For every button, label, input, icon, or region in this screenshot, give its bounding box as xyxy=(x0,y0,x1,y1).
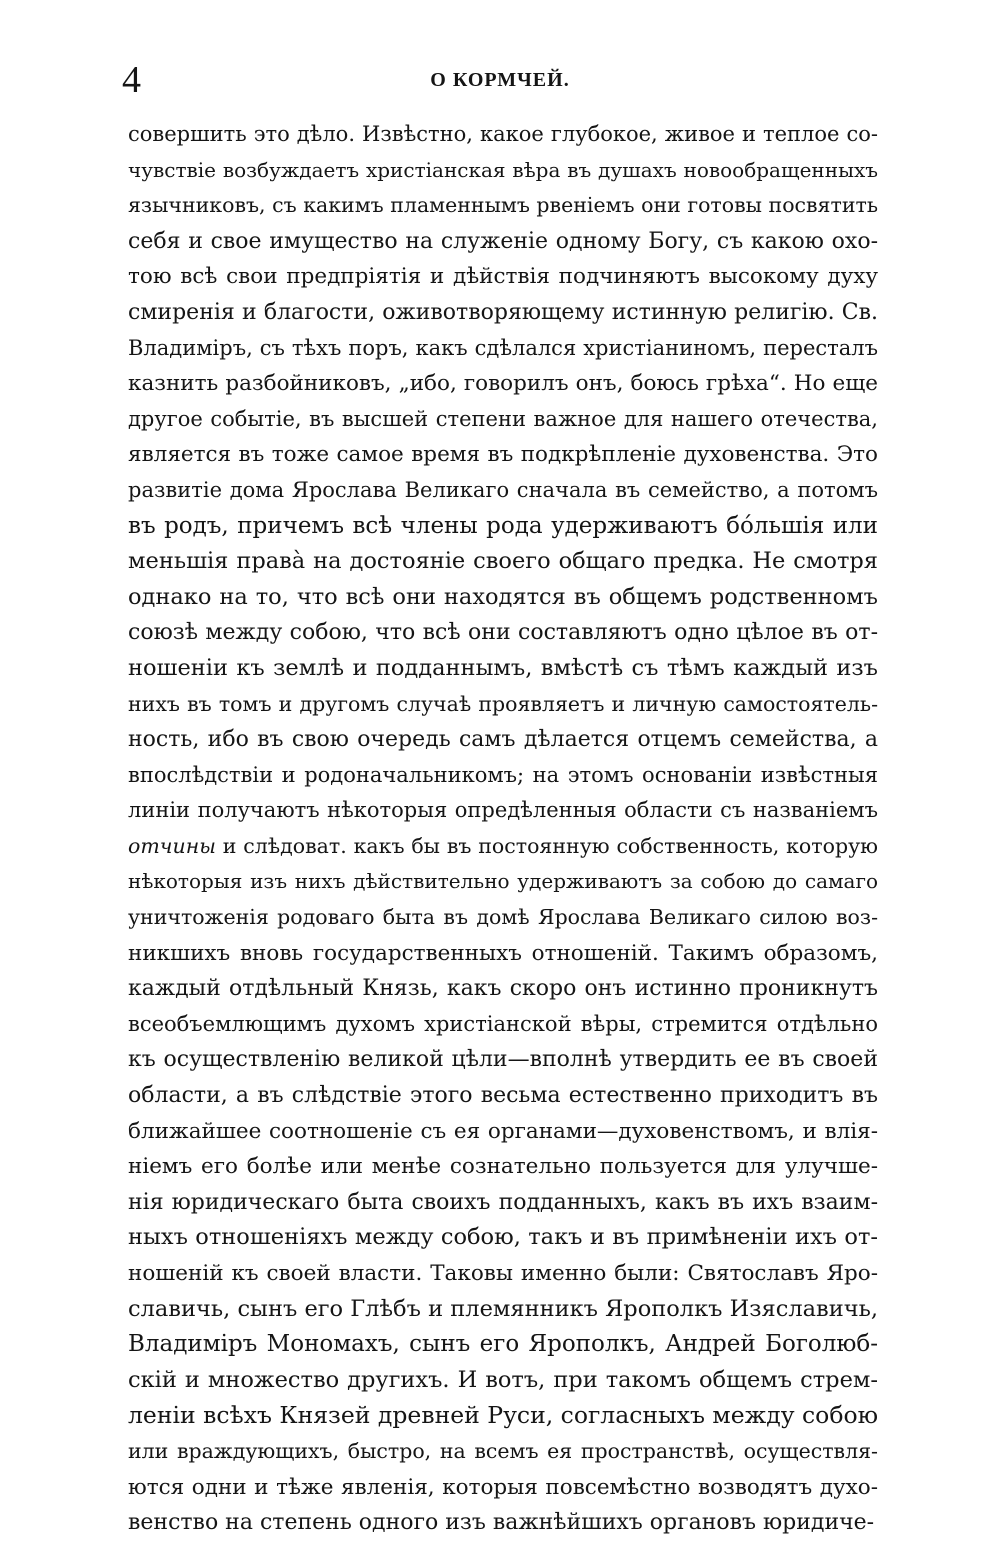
text-line-with-italic xyxy=(128,829,878,865)
text-line: линіи получаютъ нѣкоторыя опредѣленныя области съ названіемъ xyxy=(128,798,878,823)
text-line: язычниковъ, съ какимъ пламеннымъ рвеніемъ они готовы посвятить xyxy=(128,193,878,218)
text-line: славичь, сынъ его Глѣбъ и племянникъ Ярополкъ Изяславичь, xyxy=(128,1295,878,1322)
text-line: леніи всѣхъ Князей древней Руси, согласныхъ между собою xyxy=(128,1401,879,1430)
text-line: является въ тоже самое время въ подкрѣпленіе духовенства. Это xyxy=(128,442,878,468)
text-line: уничтоженія родоваго быта въ домѣ Ярослава Великаго силою воз- xyxy=(128,905,878,930)
text-line: развитіе дома Ярослава Великаго сначала въ семейство, а потомъ xyxy=(128,477,878,502)
page-header xyxy=(122,60,878,100)
text-line: казнить разбойниковъ, „ибо, говорилъ онъ, боюсь грѣха“. Но еще xyxy=(128,371,878,397)
body-text xyxy=(128,117,878,1541)
page-number: 4 xyxy=(122,59,141,101)
text-line: ношеній къ своей власти. Таковы именно были: Святославъ Яро- xyxy=(128,1261,878,1286)
text-line: всеобъемлющимъ духомъ христіанской вѣры, стремится отдѣльно xyxy=(128,1011,878,1036)
text-line: тою всѣ свои предпріятія и дѣйствія подчиняютъ высокому духу xyxy=(128,264,878,290)
text-line: смиренія и благости, оживотворяющему истинную религію. Св. xyxy=(128,299,878,325)
text-line: ближайшее соотношеніе съ ея органами—духовенствомъ, и влія- xyxy=(128,1118,878,1144)
text-line: чувствіе возбуждаетъ христіанская вѣра въ душахъ новообращенныхъ xyxy=(128,157,878,182)
text-line: къ осуществленію великой цѣли—вполнѣ утвердить ее въ своей xyxy=(128,1047,878,1073)
text-line: нѣкоторыя изъ нихъ дѣйствительно удерживаютъ за собою до самаго xyxy=(128,869,878,894)
text-line: меньшія права̀ на достояніе своего общаго предка. Не смотря xyxy=(128,548,878,575)
text-line: нихъ въ томъ и другомъ случаѣ проявляетъ и личную самостоятель- xyxy=(128,691,878,716)
text-line: себя и свое имущество на служеніе одному Богу, съ какою охо- xyxy=(128,228,878,254)
text-line: совершить это дѣло. Извѣстно, какое глубокое, живое и теплое со- xyxy=(128,122,878,146)
text-line: ются одни и тѣже явленія, которыя повсемѣстно возводятъ духо- xyxy=(128,1474,878,1500)
text-line: въ родъ, причемъ всѣ члены рода удерживаютъ бо́льшія или xyxy=(128,512,878,539)
text-line: Владиміръ, съ тѣхъ поръ, какъ сдѣлался христіаниномъ, пересталъ xyxy=(128,335,878,360)
text-line: союзѣ между собою, что всѣ они составляютъ одно цѣлое въ от- xyxy=(128,620,878,646)
text-line: венство на степень одного изъ важнѣйшихъ органовъ юридиче- xyxy=(128,1510,875,1536)
text-line: ніемъ его болѣе или менѣе сознательно пользуется для улучше- xyxy=(128,1154,878,1180)
text-line: никшихъ вновь государственныхъ отношеній. Такимъ образомъ, xyxy=(128,940,878,966)
text-line: скій и множество другихъ. И вотъ, при такомъ общемъ стрем- xyxy=(128,1366,878,1393)
text-line: однако на то, что всѣ они находятся въ общемъ родственномъ xyxy=(128,583,878,610)
text-line: другое событіе, въ высшей степени важное для нашего отечества, xyxy=(128,406,878,431)
text-line-rest: и слѣдоват. какъ бы въ постоянную собственность, которую xyxy=(222,833,878,858)
text-line: нія юридическаго быта своихъ подданныхъ, какъ въ ихъ взаим- xyxy=(128,1189,878,1215)
running-title: О КОРМЧЕЙ. xyxy=(430,69,570,91)
text-line: ность, ибо въ свою очередь самъ дѣлается отцемъ семейства, а xyxy=(128,727,878,753)
text-line: области, а въ слѣдствіе этого весьма естественно приходитъ въ xyxy=(128,1083,878,1109)
text-line: или враждующихъ, быстро, на всемъ ея пространствѣ, осуществля- xyxy=(128,1438,878,1463)
text-line: ныхъ отношеніяхъ между собою, такъ и въ примѣненіи ихъ от- xyxy=(128,1224,878,1251)
text-line: каждый отдѣльный Князь, какъ скоро онъ истинно проникнутъ xyxy=(128,976,878,1002)
text-line: впослѣдствіи и родоначальникомъ; на этомъ основаніи извѣстныя xyxy=(128,762,878,787)
italic-word: отчины xyxy=(128,833,216,858)
text-line: ношеніи къ землѣ и подданнымъ, вмѣстѣ съ тѣмъ каждый изъ xyxy=(128,654,878,681)
text-line: Владиміръ Мономахъ, сынъ его Ярополкъ, Андрей Боголюб- xyxy=(128,1331,878,1358)
